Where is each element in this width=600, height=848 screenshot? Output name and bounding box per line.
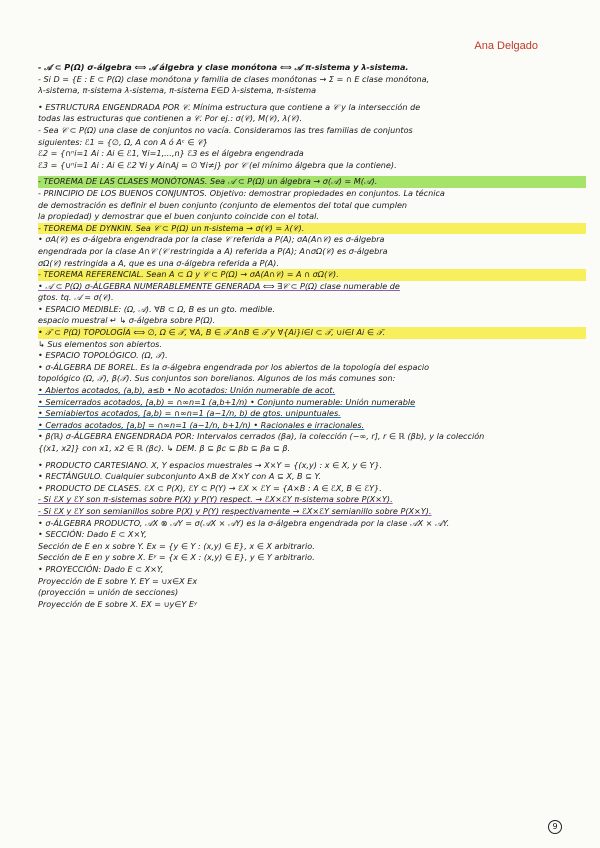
- note-line: • Semicerrados acotados, [a,b) = ∩∞n=1 (a,b+1/n) • Conjunto numerable: Unión numerable: [38, 396, 416, 407]
- note-line: • Semiabiertos acotados, [a,b) = ∩∞n=1 (a−1/n, b) de gtos. unipuntuales.: [38, 408, 341, 419]
- note-line: Sección de E en y sobre X. Eʸ = {x ∈ X : (x,y) ∈ E}, y ∈ Y arbitrario.: [38, 552, 315, 563]
- note-line: • σ-ÁLGEBRA PRODUCTO, 𝒜X ⊗ 𝒜Y = σ(𝒜X × 𝒜Y) es la σ-álgebra engendrada por la clase 𝒜X × 𝒜Y.: [38, 517, 450, 528]
- note-line: ↳ Sus elementos son abiertos.: [38, 338, 162, 349]
- note-line: espacio muestral ↵ ↳ σ-álgebra sobre P(Ω).: [38, 315, 216, 326]
- note-line: la propiedad) y demostrar que el buen conjunto coincide con el total.: [38, 211, 319, 222]
- note-line: ℰ2 = {∩ⁿi=1 Ai : Ai ∈ ℰ1, ∀i=1,...,n} ℰ3 es el álgebra engendrada: [38, 148, 304, 159]
- note-line: • ESPACIO MEDIBLE: (Ω, 𝒜). ∀B ⊂ Ω, B es un gto. medible.: [38, 303, 275, 314]
- note-line: • σ-ÁLGEBRA DE BOREL. Es la σ-álgebra engendrada por los abiertos de la topología del espacio: [38, 361, 430, 372]
- note-line: (proyección = unión de secciones): [38, 587, 179, 598]
- note-line: Proyección de E sobre Y. EY = ∪x∈X Ex: [38, 575, 198, 586]
- note-line: - Si ℰX y ℰY son semianillos sobre P(X) y P(Y) respectivamente → ℰX×ℰY semianillo sobre P(X×Y).: [38, 505, 432, 516]
- note-line: σΩ(𝒞) restringida a A, que es una σ-álgebra referida a P(A).: [38, 257, 279, 268]
- note-line: Proyección de E sobre X. EX = ∪y∈Y Eʸ: [38, 598, 197, 609]
- note-line: - PRINCIPIO DE LOS BUENOS CONJUNTOS. Objetivo: demostrar propiedades en conjuntos. La técnica: [38, 187, 445, 198]
- note-line: • 𝒜 ⊂ P(Ω) σ-ÁLGEBRA NUMERABLEMENTE GENERADA ⟺ ∃𝒞 ⊂ P(Ω) clase numerable de: [38, 280, 400, 291]
- author-name: Ana Delgado: [474, 40, 538, 52]
- note-line: todas las estructuras que contienen a 𝒞. Por ej.: σ(𝒞), M(𝒞), λ(𝒞).: [38, 113, 303, 124]
- note-line: siguientes: ℰ1 = {∅, Ω, A con A ó Aᶜ ∈ 𝒞}: [38, 136, 209, 147]
- note-line: - TEOREMA DE LAS CLASES MONÓTONAS. Sea 𝒜 ⊂ P(Ω) un álgebra → σ(𝒜) = M(𝒜).: [38, 176, 586, 188]
- note-line: - Sea 𝒞 ⊂ P(Ω) una clase de conjuntos no vacía. Consideramos las tres familias de conjuntos: [38, 124, 413, 135]
- note-line: • Abiertos acotados, (a,b), a≤b • No acotados: Unión numerable de acot.: [38, 385, 336, 396]
- note-line: engendrada por la clase A∩𝒞 (𝒞 restringida a A) referida a P(A); A∩σΩ(𝒞) es σ-álgebra: [38, 245, 388, 256]
- note-line: - Si D = {E : E ⊂ P(Ω) clase monótona y familia de clases monótonas → Σ = ∩ E clase monótona,: [38, 73, 430, 84]
- note-line: • σA(𝒞) es σ-álgebra engendrada por la clase 𝒞 referida a P(A); σA(A∩𝒞) es σ-álgebra: [38, 234, 385, 245]
- page-number: 9: [548, 820, 562, 834]
- note-line: • PRODUCTO DE CLASES. ℰX ⊂ P(X), ℰY ⊂ P(Y) → ℰX × ℰY = {A×B : A ∈ ℰX, B ∈ ℰY}.: [38, 482, 382, 493]
- notes-body: [38, 62, 586, 610]
- note-line: • β(ℝ) σ-ÁLGEBRA ENGENDRADA POR: Intervalos cerrados (βa), la colección (−∞, r], r ∈ ℝ (βb), y la colección: [38, 431, 485, 442]
- note-line: • RECTÁNGULO. Cualquier subconjunto A×B de X×Y con A ⊆ X, B ⊆ Y.: [38, 471, 321, 482]
- note-line: - TEOREMA DE DYNKIN. Sea 𝒞 ⊂ P(Ω) un π-sistema → σ(𝒞) = λ(𝒞).: [38, 223, 586, 235]
- note-line: λ-sistema, π-sistema λ-sistema, π-sistema E∈D λ-sistema, π-sistema: [38, 85, 317, 96]
- note-line: {(x1, x2]} con x1, x2 ∈ ℝ (βc). ↳ DEM. β ⊆ βc ⊆ βb ⊆ βa ⊆ β.: [38, 443, 291, 453]
- note-line: • 𝒯 ⊂ P(Ω) TOPOLOGÍA ⟺ ∅, Ω ∈ 𝒯, ∀A, B ∈ 𝒯 A∩B ∈ 𝒯 y ∀{Ai}i∈I ⊂ 𝒯, ∪i∈I Ai ∈ 𝒯.: [38, 327, 586, 339]
- note-line: Sección de E en x sobre Y. Ex = {y ∈ Y : (x,y) ∈ E}, x ∈ X arbitrario.: [38, 540, 315, 551]
- note-line: • SECCIÓN: Dado E ⊂ X×Y,: [38, 529, 147, 540]
- note-line: - TEOREMA REFERENCIAL. Sean A ⊂ Ω y 𝒞 ⊂ P(Ω) → σA(A∩𝒞) = A ∩ σΩ(𝒞).: [38, 269, 586, 281]
- note-line: gtos. tq. 𝒜 = σ(𝒞).: [38, 292, 114, 303]
- note-line: • PROYECCIÓN: Dado E ⊂ X×Y,: [38, 563, 164, 574]
- note-line: • ESPACIO TOPOLÓGICO. (Ω, 𝒯).: [38, 350, 168, 361]
- note-line: ℰ3 = {∪ⁿi=1 Ai : Ai ∈ ℰ2 ∀i y Ai∩Aj = ∅ ∀i≠j} por 𝒞 (el mínimo álgebra que la contiene).: [38, 159, 397, 170]
- note-line: de demostración es definir el buen conjunto (conjunto de elementos del total que cumplen: [38, 199, 408, 210]
- note-line: • ESTRUCTURA ENGENDRADA POR 𝒞. Mínima estructura que contiene a 𝒞 y la intersección de: [38, 101, 421, 112]
- note-line: • PRODUCTO CARTESIANO. X, Y espacios muestrales → X×Y = {(x,y) : x ∈ X, y ∈ Y}.: [38, 459, 383, 470]
- note-line: - 𝒜 ⊂ P(Ω) σ-álgebra ⟺ 𝒜 álgebra y clase monótona ⟺ 𝒜 π-sistema y λ-sistema.: [38, 62, 409, 72]
- note-line: • Cerrados acotados, [a,b] = ∩∞n=1 (a−1/n, b+1/n) • Racionales e irracionales.: [38, 419, 365, 430]
- note-line: - Si ℰX y ℰY son π-sistemas sobre P(X) y P(Y) respect. → ℰX×ℰY π-sistema sobre P(X×Y).: [38, 494, 393, 505]
- note-line: topológico (Ω, 𝒯), β(𝒯). Sus conjuntos son borelianos. Algunos de los más comunes son:: [38, 373, 396, 384]
